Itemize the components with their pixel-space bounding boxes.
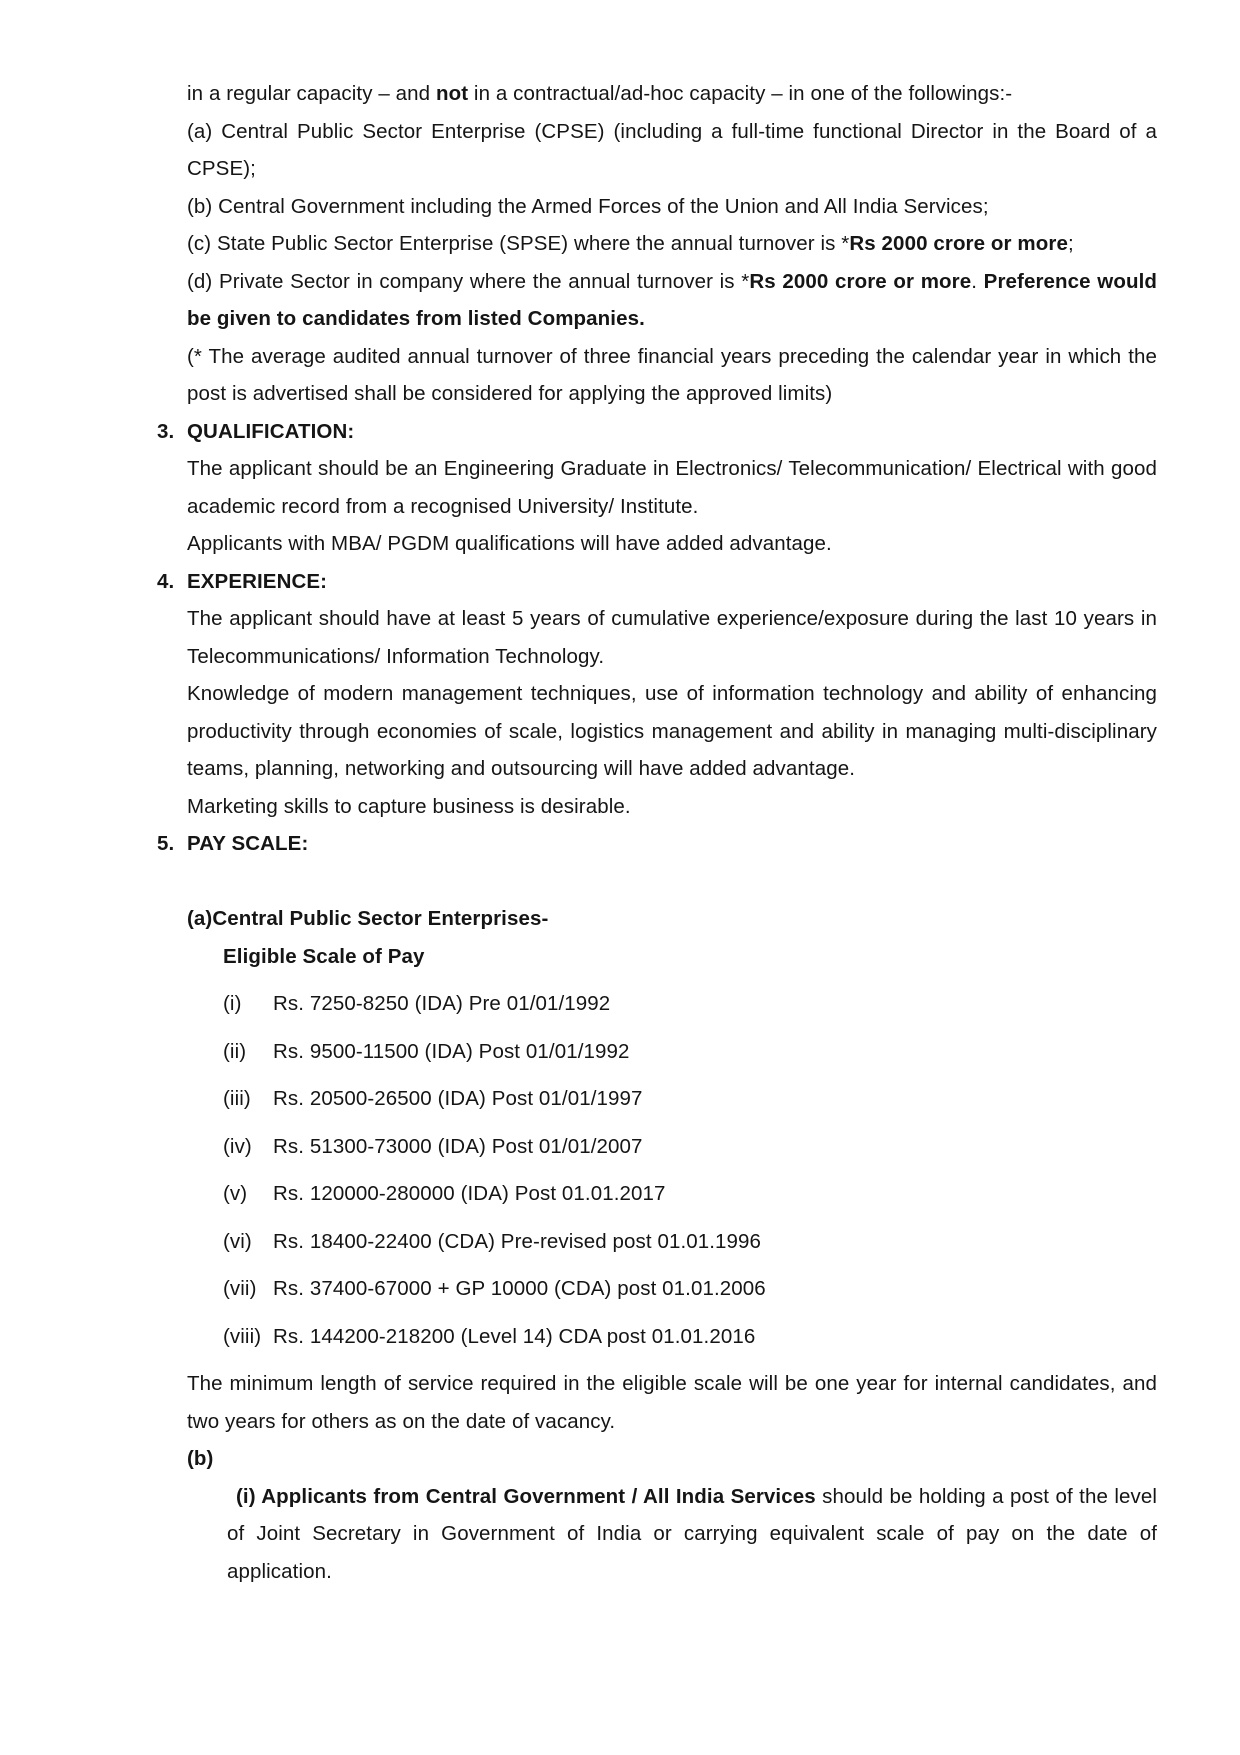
clause-d-turnover-bold: Rs 2000 crore or more	[749, 269, 972, 293]
intro-text-tail: in a contractual/ad-hoc capacity – in one of the followings:-	[468, 82, 1013, 105]
qualification-paragraph-2: Applicants with MBA/ PGDM qualifications will have added advantage.	[187, 532, 832, 555]
subsection-b-label: (b)	[187, 1447, 214, 1470]
pay-scale-item-1-text: Rs. 7250-8250 (IDA) Pre 01/01/1992	[273, 992, 611, 1015]
pay-scale-item-4-numeral: (iv)	[223, 1134, 252, 1158]
pay-scale-item-2-text: Rs. 9500-11500 (IDA) Post 01/01/1992	[273, 1039, 630, 1063]
pay-scale-item-7-text: Rs. 37400-67000 + GP 10000 (CDA) post 01.01.2006	[273, 1277, 766, 1300]
clause-c-spse	[187, 225, 1157, 263]
pay-scale-item-5	[223, 1175, 1157, 1213]
section-3-title: QUALIFICATION:	[187, 419, 355, 443]
pay-scale-item-1-numeral: (i)	[223, 992, 242, 1015]
pay-scale-item-6-numeral: (vi)	[223, 1229, 252, 1253]
subsection-b-i-bold: (i) Applicants from Central Government / All India Services	[236, 1484, 816, 1508]
document-content	[157, 75, 1157, 1590]
pay-scale-item-7-numeral: (vii)	[223, 1277, 257, 1300]
section-5-heading	[157, 825, 1157, 863]
minimum-service-paragraph: The minimum length of service required in the eligible scale will be one year for internal candidates, and two years for others as on the date of vacancy.	[187, 1372, 1157, 1433]
subsection-b-i-text: should be holding a post of the level of Joint Secretary in Government of India or carrying equivalent scale of pay on the date of application.	[227, 1484, 1157, 1583]
pay-scale-item-2	[223, 1033, 1157, 1071]
pay-scale-item-6-text: Rs. 18400-22400 (CDA) Pre-revised post 01.01.1996	[273, 1229, 762, 1253]
subsection-a-label: (a)Central Public Sector Enterprises-	[187, 907, 549, 930]
experience-paragraph-1: The applicant should have at least 5 years of cumulative experience/exposure during the last 10 years in Telecommunications/ Information Technology.	[187, 607, 1157, 668]
pay-scale-item-4	[223, 1128, 1157, 1166]
clause-d-period: .	[971, 269, 984, 293]
eligible-scale-of-pay-label: Eligible Scale of Pay	[223, 944, 425, 968]
turnover-footnote: (* The average audited annual turnover of three financial years preceding the calendar year in which the post is advertised shall be considered for applying the approved limits)	[187, 344, 1157, 405]
pay-scale-item-5-numeral: (v)	[223, 1182, 248, 1205]
pay-scale-item-3-text: Rs. 20500-26500 (IDA) Post 01/01/1997	[273, 1087, 643, 1110]
pay-scale-item-2-numeral: (ii)	[223, 1039, 247, 1063]
pay-scale-item-8	[223, 1318, 1157, 1356]
intro-continuation-paragraph	[187, 75, 1157, 113]
experience-paragraph-3: Marketing skills to capture business is desirable.	[187, 794, 631, 818]
pay-scale-item-3	[223, 1080, 1157, 1118]
pay-scale-item-1	[223, 985, 1157, 1023]
pay-scale-item-3-numeral: (iii)	[223, 1087, 251, 1110]
clause-d-preference-bold: Preference would be given to candidates from listed Companies.	[187, 269, 1157, 330]
intro-text: in a regular capacity – and	[187, 82, 436, 105]
section-5-title: PAY SCALE:	[187, 832, 309, 855]
pay-scale-item-7	[223, 1270, 1157, 1308]
section-4-number: 4.	[157, 569, 175, 593]
intro-bold-not: not	[435, 82, 469, 105]
experience-paragraph-2: Knowledge of modern management techniques, use of information technology and ability of enhancing productivity through economies of scale, logistics management and ability in managing multi-disciplinary teams, planning, networking and outsourcing will have added advantage.	[187, 682, 1157, 780]
pay-scale-item-8-text: Rs. 144200-218200 (Level 14) CDA post 01.01.2016	[273, 1324, 756, 1348]
clause-c-text: (c) State Public Sector Enterprise (SPSE) where the annual turnover is *	[187, 232, 850, 255]
section-4-title: EXPERIENCE:	[187, 569, 328, 593]
clause-d-text: (d) Private Sector in company where the annual turnover is *	[187, 269, 750, 293]
clause-a-cpse: (a) Central Public Sector Enterprise (CPSE) (including a full-time functional Director in the Board of a CPSE);	[187, 119, 1157, 180]
subsection-b-i-paragraph	[227, 1478, 1157, 1591]
spacer	[187, 863, 1157, 901]
clause-d-private-sector	[187, 263, 1157, 338]
qualification-paragraph-1: The applicant should be an Engineering Graduate in Electronics/ Telecommunication/ Electrical with good academic record from a recognised University/ Institute.	[187, 457, 1157, 518]
section-5-number: 5.	[157, 832, 175, 855]
section-4-heading	[157, 563, 1157, 601]
section-3-number: 3.	[157, 419, 175, 443]
pay-scale-item-6	[223, 1223, 1157, 1261]
pay-scale-item-4-text: Rs. 51300-73000 (IDA) Post 01/01/2007	[273, 1134, 643, 1158]
clause-c-turnover-bold: Rs 2000 crore or more	[849, 232, 1068, 255]
pay-scale-item-8-numeral: (viii)	[223, 1324, 262, 1348]
clause-c-end: ;	[1067, 232, 1074, 255]
clause-b-central-government: (b) Central Government including the Armed Forces of the Union and All India Services;	[187, 194, 989, 218]
pay-scale-item-5-text: Rs. 120000-280000 (IDA) Post 01.01.2017	[273, 1182, 666, 1205]
section-3-heading	[157, 413, 1157, 451]
